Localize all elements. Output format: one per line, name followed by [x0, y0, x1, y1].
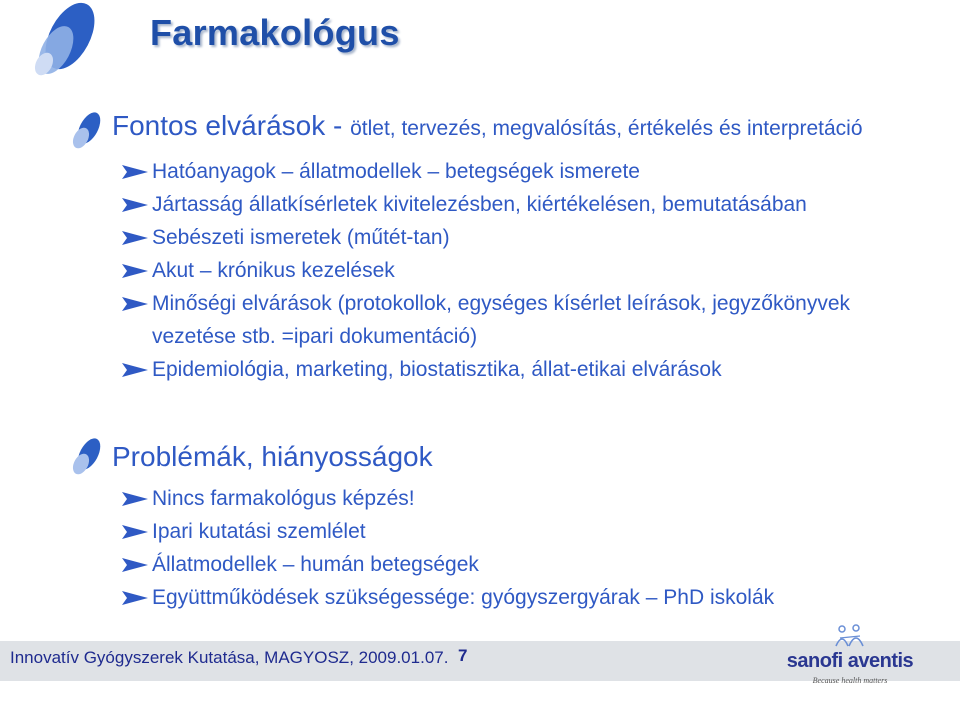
arrow-right-icon [122, 591, 148, 605]
section-heading-main: Fontos elvárások - [112, 110, 351, 141]
arrow-right-icon [122, 297, 148, 311]
section-heading-main: Problémák, hiányosságok [112, 441, 433, 472]
list-item-text: Ipari kutatási szemlélet [152, 520, 366, 543]
list-item-text: Epidemiológia, marketing, biostatisztika, állat-etikai elvárások [152, 358, 722, 381]
list-item [70, 221, 920, 254]
list-item [70, 353, 920, 386]
section-heading [70, 432, 920, 482]
list-item-text: Minőségi elvárások (protokollok, egységes kísérlet leírások, jegyzőkönyvek vezetése stb. =ipari dokumentáció) [152, 292, 850, 348]
list-item-text: Nincs farmakológus képzés! [152, 487, 415, 510]
arrow-right-icon [122, 231, 148, 245]
list-item [70, 155, 920, 188]
list-item-text: Jártasság állatkísérletek kivitelezésben, kiértékelésen, bemutatásában [152, 193, 807, 216]
bullet-list [70, 482, 920, 614]
blue-leaf-bullet-icon [70, 112, 102, 150]
bullet-list [70, 155, 920, 386]
blue-leaf-bullet-icon [70, 438, 102, 476]
arrow-right-icon [122, 165, 148, 179]
list-item-text: Akut – krónikus kezelések [152, 259, 395, 282]
section-requirements [70, 110, 920, 386]
brand-name: sanofi aventis [786, 650, 914, 672]
blue-leaf-logo-icon [26, 2, 98, 80]
slide-title: Farmakológus [150, 12, 400, 53]
list-item [70, 581, 920, 614]
people-figures-icon [830, 624, 870, 650]
list-item-text: Sebészeti ismeretek (műtét-tan) [152, 226, 450, 249]
list-item [70, 188, 920, 221]
arrow-right-icon [122, 525, 148, 539]
list-item-text: Hatóanyagok – állatmodellek – betegségek ismerete [152, 160, 640, 183]
list-item [70, 254, 920, 287]
list-item-text: Együttműködések szükségessége: gyógyszergyárak – PhD iskolák [152, 586, 775, 609]
arrow-right-icon [122, 198, 148, 212]
list-item [70, 287, 920, 353]
sanofi-aventis-logo [780, 624, 920, 694]
footer-text: Innovatív Gyógyszerek Kutatása, MAGYOSZ, 2009.01.07. [10, 648, 449, 667]
section-heading-sub: ötlet, tervezés, megvalósítás, értékelés és interpretáció [350, 117, 863, 140]
arrow-right-icon [122, 492, 148, 506]
page-number: 7 [458, 646, 468, 665]
list-item [70, 482, 920, 515]
list-item [70, 515, 920, 548]
arrow-right-icon [122, 264, 148, 278]
list-item [70, 548, 920, 581]
arrow-right-icon [122, 363, 148, 377]
arrow-right-icon [122, 558, 148, 572]
brand-tagline: Because health matters [812, 676, 888, 685]
section-problems [70, 432, 920, 614]
section-heading [70, 110, 920, 147]
list-item-text: Állatmodellek – humán betegségek [152, 553, 479, 576]
